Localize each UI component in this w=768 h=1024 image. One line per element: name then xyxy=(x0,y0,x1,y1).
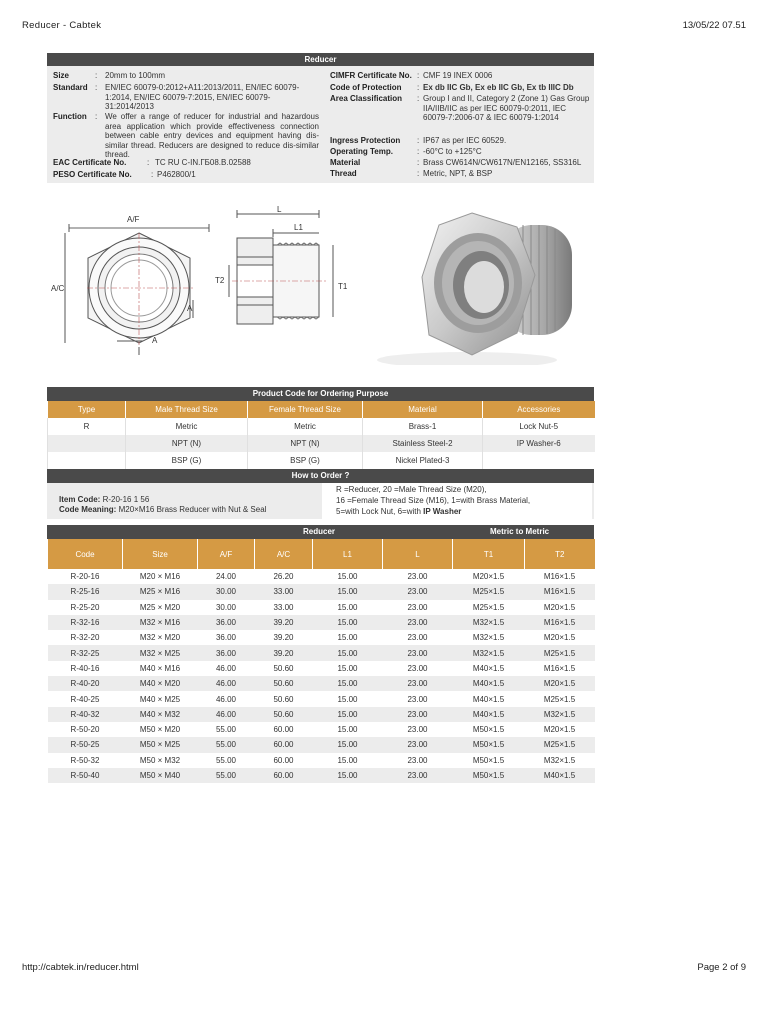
table-cell: R-40-20 xyxy=(48,676,123,691)
table-cell: M16×1.5 xyxy=(525,615,595,630)
col-t2: T2 xyxy=(525,539,595,569)
table-cell: 15.00 xyxy=(313,737,383,752)
reducer-heading-right: Metric to Metric xyxy=(490,527,550,536)
code-explanation xyxy=(322,483,592,519)
item-code-value: R-20-16 1 56 xyxy=(102,495,150,504)
label-t2: T2 xyxy=(215,276,225,285)
table-cell: M20×1.5 xyxy=(525,722,595,737)
table-row xyxy=(48,768,595,783)
table-cell: Lock Nut-5 xyxy=(483,418,595,435)
table-cell: 23.00 xyxy=(383,691,453,706)
spec-value-material: Brass CW614N/CW617N/EN12165, SS316L xyxy=(423,158,582,167)
ordering-col-male: Male Thread Size xyxy=(126,401,248,418)
table-cell: M20×1.5 xyxy=(525,600,595,615)
table-row xyxy=(48,676,595,691)
table-cell: NPT (N) xyxy=(126,435,248,452)
table-row xyxy=(48,753,595,768)
table-cell: R-50-25 xyxy=(48,737,123,752)
table-cell: 15.00 xyxy=(313,707,383,722)
table-cell: M40×1.5 xyxy=(525,768,595,783)
table-cell: 15.00 xyxy=(313,676,383,691)
table-cell: R-32-20 xyxy=(48,630,123,645)
explain-line-3-bold: IP Washer xyxy=(423,507,462,516)
table-cell: R-40-32 xyxy=(48,707,123,722)
reducer-header-row xyxy=(48,539,595,569)
col-t1: T1 xyxy=(453,539,525,569)
ordering-header-row xyxy=(48,401,595,418)
table-cell: M32×1.5 xyxy=(525,753,595,768)
table-cell: M32 × M16 xyxy=(123,615,198,630)
table-cell: 30.00 xyxy=(198,584,255,599)
table-cell: R-25-20 xyxy=(48,600,123,615)
table-cell: 15.00 xyxy=(313,768,383,783)
table-row xyxy=(48,630,595,645)
table-cell: 15.00 xyxy=(313,753,383,768)
table-cell: M50×1.5 xyxy=(453,722,525,737)
spec-value-temp: -60°C to +125°C xyxy=(423,147,482,156)
table-cell: 15.00 xyxy=(313,600,383,615)
code-meaning-line xyxy=(59,505,266,514)
table-cell: 23.00 xyxy=(383,737,453,752)
table-cell: 60.00 xyxy=(255,737,313,752)
technical-drawings xyxy=(47,205,594,365)
table-cell: 23.00 xyxy=(383,584,453,599)
table-cell: M25×1.5 xyxy=(525,645,595,660)
code-meaning-value: M20×M16 Brass Reducer with Nut & Seal xyxy=(118,505,267,514)
spec-heading: Reducer xyxy=(47,53,594,66)
table-cell: M50 × M40 xyxy=(123,768,198,783)
table-cell: 50.60 xyxy=(255,676,313,691)
table-cell: R-20-16 xyxy=(48,569,123,584)
spec-key-thread: Thread xyxy=(330,169,357,178)
table-cell: 39.20 xyxy=(255,630,313,645)
ordering-col-material: Material xyxy=(363,401,483,418)
reducer-photo xyxy=(377,213,572,365)
table-cell: R xyxy=(48,418,126,435)
table-cell: R-32-16 xyxy=(48,615,123,630)
table-cell: 23.00 xyxy=(383,753,453,768)
table-cell: 60.00 xyxy=(255,753,313,768)
page-number: Page 2 of 9 xyxy=(697,962,746,973)
table-cell: M32×1.5 xyxy=(453,645,525,660)
table-cell: M40×1.5 xyxy=(453,707,525,722)
spec-value-function: We offer a range of reducer for industrial and hazardous area application which provide effectiveness connection between cable entry devices and equipment having dis-similar thread. Reducers are designed to reduce dis-similar thread. xyxy=(105,112,319,159)
ordering-col-type: Type xyxy=(48,401,126,418)
spec-key-area: Area Classification xyxy=(330,94,403,103)
table-cell: M40 × M32 xyxy=(123,707,198,722)
ordering-section xyxy=(47,387,594,519)
spec-value-protection: Ex db IIC Gb, Ex eb IIC Gb, Ex tb IIIC Db xyxy=(423,83,574,92)
table-cell: R-50-20 xyxy=(48,722,123,737)
drawings-area xyxy=(47,205,594,365)
how-to-order-heading: How to Order ? xyxy=(47,469,594,483)
spec-key-cimfr: CIMFR Certificate No. xyxy=(330,71,412,80)
col-code: Code xyxy=(48,539,123,569)
table-row xyxy=(48,569,595,584)
table-row xyxy=(48,435,595,452)
ordering-heading: Product Code for Ordering Purpose xyxy=(47,387,594,401)
table-cell: 33.00 xyxy=(255,600,313,615)
table-cell: 23.00 xyxy=(383,768,453,783)
table-row xyxy=(48,452,595,469)
table-cell: 60.00 xyxy=(255,722,313,737)
reducer-heading-left: Reducer xyxy=(303,527,336,536)
table-cell: 46.00 xyxy=(198,707,255,722)
table-row xyxy=(48,722,595,737)
col-af: A/F xyxy=(198,539,255,569)
table-cell: M32 × M25 xyxy=(123,645,198,660)
table-cell xyxy=(48,435,126,452)
table-cell: Metric xyxy=(248,418,363,435)
table-cell: M25×1.5 xyxy=(525,691,595,706)
table-cell: 23.00 xyxy=(383,645,453,660)
label-l1: L1 xyxy=(294,223,303,232)
table-cell: 15.00 xyxy=(313,615,383,630)
table-cell: BSP (G) xyxy=(248,452,363,469)
spec-value-area: Group I and II, Category 2 (Zone 1) Gas Group IIA/IIB/IIC as per IEC 60079-0:2011, IEC 60079-7:2006-07 & IEC 60079-1:2014 xyxy=(423,94,590,122)
table-cell: Nickel Plated-3 xyxy=(363,452,483,469)
table-cell: M25 × M16 xyxy=(123,584,198,599)
table-cell: 15.00 xyxy=(313,645,383,660)
table-cell: M32×1.5 xyxy=(453,630,525,645)
table-cell: 46.00 xyxy=(198,676,255,691)
spec-key-standard: Standard xyxy=(53,83,88,92)
reducer-table-heading xyxy=(47,525,594,539)
table-cell: 15.00 xyxy=(313,661,383,676)
table-cell: 46.00 xyxy=(198,691,255,706)
front-view-drawing xyxy=(65,224,209,355)
ordering-col-female: Female Thread Size xyxy=(248,401,363,418)
table-cell: M20 × M16 xyxy=(123,569,198,584)
table-cell: M32 × M20 xyxy=(123,630,198,645)
table-cell: 23.00 xyxy=(383,569,453,584)
spec-value-standard: EN/IEC 60079-0:2012+A11:2013/2011, EN/IEC 60079-1:2014, EN/IEC 60079-7:2015, EN/IEC 60079-31:2014/2013 xyxy=(105,83,300,111)
table-cell: M40×1.5 xyxy=(453,676,525,691)
table-cell: R-40-25 xyxy=(48,691,123,706)
table-cell: 23.00 xyxy=(383,676,453,691)
table-row xyxy=(48,661,595,676)
table-cell: M50 × M25 xyxy=(123,737,198,752)
col-size: Size xyxy=(123,539,198,569)
table-cell: 60.00 xyxy=(255,768,313,783)
table-cell: IP Washer-6 xyxy=(483,435,595,452)
how-to-order-body xyxy=(47,483,594,519)
table-row xyxy=(48,600,595,615)
table-cell: 15.00 xyxy=(313,691,383,706)
label-a-bottom: A xyxy=(152,336,158,345)
table-cell: 30.00 xyxy=(198,600,255,615)
table-cell: NPT (N) xyxy=(248,435,363,452)
table-row xyxy=(48,707,595,722)
table-cell: M16×1.5 xyxy=(525,584,595,599)
table-cell: M50×1.5 xyxy=(453,768,525,783)
spec-value-size: 20mm to 100mm xyxy=(105,71,166,80)
table-cell: M40 × M20 xyxy=(123,676,198,691)
table-cell: R-32-25 xyxy=(48,645,123,660)
reducer-table-section xyxy=(47,525,594,783)
table-cell: 23.00 xyxy=(383,707,453,722)
table-cell: M25×1.5 xyxy=(453,600,525,615)
table-cell: M50 × M20 xyxy=(123,722,198,737)
table-cell: M32×1.5 xyxy=(525,707,595,722)
spec-key-temp: Operating Temp. xyxy=(330,147,393,156)
spec-value-ingress: IP67 as per IEC 60529. xyxy=(423,136,507,145)
table-cell: M32×1.5 xyxy=(453,615,525,630)
ordering-col-accessories: Accessories xyxy=(483,401,595,418)
col-l: L xyxy=(383,539,453,569)
explain-line-2: 16 =Female Thread Size (M16), 1=with Brass Material, xyxy=(336,496,531,505)
reducer-table-body xyxy=(48,569,595,783)
table-cell: 36.00 xyxy=(198,645,255,660)
explain-line-3 xyxy=(336,506,592,517)
table-cell: 23.00 xyxy=(383,630,453,645)
table-cell: M40 × M16 xyxy=(123,661,198,676)
ordering-table xyxy=(47,401,595,469)
spec-key-material: Material xyxy=(330,158,361,167)
table-row xyxy=(48,584,595,599)
label-l: L xyxy=(277,205,282,214)
table-cell: 55.00 xyxy=(198,768,255,783)
table-cell: M20×1.5 xyxy=(525,676,595,691)
page-url: http://cabtek.in/reducer.html xyxy=(22,962,139,973)
reducer-table xyxy=(47,539,595,783)
table-row xyxy=(48,615,595,630)
spec-key-function: Function xyxy=(53,112,87,121)
table-cell: 24.00 xyxy=(198,569,255,584)
table-cell: 26.20 xyxy=(255,569,313,584)
table-cell: R-50-40 xyxy=(48,768,123,783)
label-t1: T1 xyxy=(338,282,348,291)
table-cell: R-25-16 xyxy=(48,584,123,599)
table-cell: Brass-1 xyxy=(363,418,483,435)
table-cell: M40×1.5 xyxy=(453,691,525,706)
table-cell: M25×1.5 xyxy=(525,737,595,752)
table-cell: 23.00 xyxy=(383,615,453,630)
table-cell: 55.00 xyxy=(198,722,255,737)
table-cell: 23.00 xyxy=(383,661,453,676)
table-row xyxy=(48,737,595,752)
table-cell: 46.00 xyxy=(198,661,255,676)
table-cell: M25 × M20 xyxy=(123,600,198,615)
table-cell: Stainless Steel-2 xyxy=(363,435,483,452)
table-cell xyxy=(483,452,595,469)
table-cell: M16×1.5 xyxy=(525,569,595,584)
table-cell: 15.00 xyxy=(313,630,383,645)
table-cell: 23.00 xyxy=(383,600,453,615)
side-view-drawing xyxy=(229,210,333,324)
table-cell: 39.20 xyxy=(255,615,313,630)
table-row xyxy=(48,418,595,435)
label-af: A/F xyxy=(127,215,140,224)
table-cell: M20×1.5 xyxy=(453,569,525,584)
table-cell: 55.00 xyxy=(198,737,255,752)
explain-line-3-text: 5=with Lock Nut, 6=with xyxy=(336,507,424,516)
spec-key-size: Size xyxy=(53,71,70,80)
item-code-line xyxy=(59,495,149,504)
table-row xyxy=(48,645,595,660)
table-cell: M50 × M32 xyxy=(123,753,198,768)
table-cell: M40×1.5 xyxy=(453,661,525,676)
table-cell: 15.00 xyxy=(313,722,383,737)
table-row xyxy=(48,691,595,706)
col-l1: L1 xyxy=(313,539,383,569)
print-header xyxy=(22,20,746,34)
code-meaning-label: Code Meaning: xyxy=(59,505,117,514)
table-cell: Metric xyxy=(126,418,248,435)
item-code-label: Item Code: xyxy=(59,495,101,504)
spec-value-cimfr: CMF 19 INEX 0006 xyxy=(423,71,493,80)
table-cell: M40 × M25 xyxy=(123,691,198,706)
explain-line-1: R =Reducer, 20 =Male Thread Size (M20), xyxy=(336,485,487,494)
spec-key-peso: PESO Certificate No. xyxy=(53,170,132,179)
label-ac: A/C xyxy=(51,284,65,293)
table-cell: M20×1.5 xyxy=(525,630,595,645)
table-cell: M50×1.5 xyxy=(453,753,525,768)
table-cell: 50.60 xyxy=(255,707,313,722)
table-cell: 15.00 xyxy=(313,569,383,584)
table-cell: 33.00 xyxy=(255,584,313,599)
table-cell xyxy=(48,452,126,469)
table-cell: M50×1.5 xyxy=(453,737,525,752)
table-cell: 55.00 xyxy=(198,753,255,768)
spec-value-thread: Metric, NPT, & BSP xyxy=(423,169,493,178)
col-ac: A/C xyxy=(255,539,313,569)
spec-key-eac: EAC Certificate No. xyxy=(53,158,127,167)
spec-value-eac: TC RU C-IN.ГБ08.В.02588 xyxy=(155,158,251,167)
spec-key-protection: Code of Protection xyxy=(330,83,402,92)
print-timestamp: 13/05/22 07.51 xyxy=(682,20,746,31)
table-cell: R-40-16 xyxy=(48,661,123,676)
table-cell: 50.60 xyxy=(255,661,313,676)
table-cell: 36.00 xyxy=(198,615,255,630)
table-cell: BSP (G) xyxy=(126,452,248,469)
table-cell: 15.00 xyxy=(313,584,383,599)
page-title: Reducer - Cabtek xyxy=(22,20,102,31)
spec-key-ingress: Ingress Protection xyxy=(330,136,401,145)
table-cell: 23.00 xyxy=(383,722,453,737)
table-cell: M25×1.5 xyxy=(453,584,525,599)
table-cell: R-50-32 xyxy=(48,753,123,768)
label-a-right: A xyxy=(187,304,193,313)
table-cell: M16×1.5 xyxy=(525,661,595,676)
spec-section xyxy=(47,53,594,183)
spec-body: Size : 20mm to 100mm Standard : EN/IEC 60079-0:2012+A11:2013/2011, EN/IEC 60079-1:2014, EN/IEC 60079-7:2015, EN/IEC 60079-31:2014/2013 Function : We offer a range of reducer for industrial and hazardous area application which provide effectiveness connection between cable entry devices and equipment having dis-similar thread. Reducers are designed to reduce dis-similar thread. EAC Certificate No. : TC RU C-IN.ГБ08.В.02588 PESO Certificate No. : P462800/1 CIMFR Certificate No. : CMF 19 INEX 0006 Code of Protection : Ex db IIC Gb, Ex eb IIC Gb, Ex tb IIIC Db Area Classification : Group I and II, Category 2 (Zone 1) Gas Group IIA/IIB/IIC as per IEC 60079-0:2011, IEC 60079-7:2006-07 & IEC 60079-1:2014 Ingress Protection : IP67 as per IEC 60529. Operating Temp. : -60°C to +125°C Material : Brass CW614N/CW617N/EN12165, SS316L Thread : Metric, NPT, & BSP xyxy=(47,66,594,183)
table-cell: 50.60 xyxy=(255,691,313,706)
table-cell: 39.20 xyxy=(255,645,313,660)
spec-value-peso: P462800/1 xyxy=(157,170,196,179)
table-cell: 36.00 xyxy=(198,630,255,645)
